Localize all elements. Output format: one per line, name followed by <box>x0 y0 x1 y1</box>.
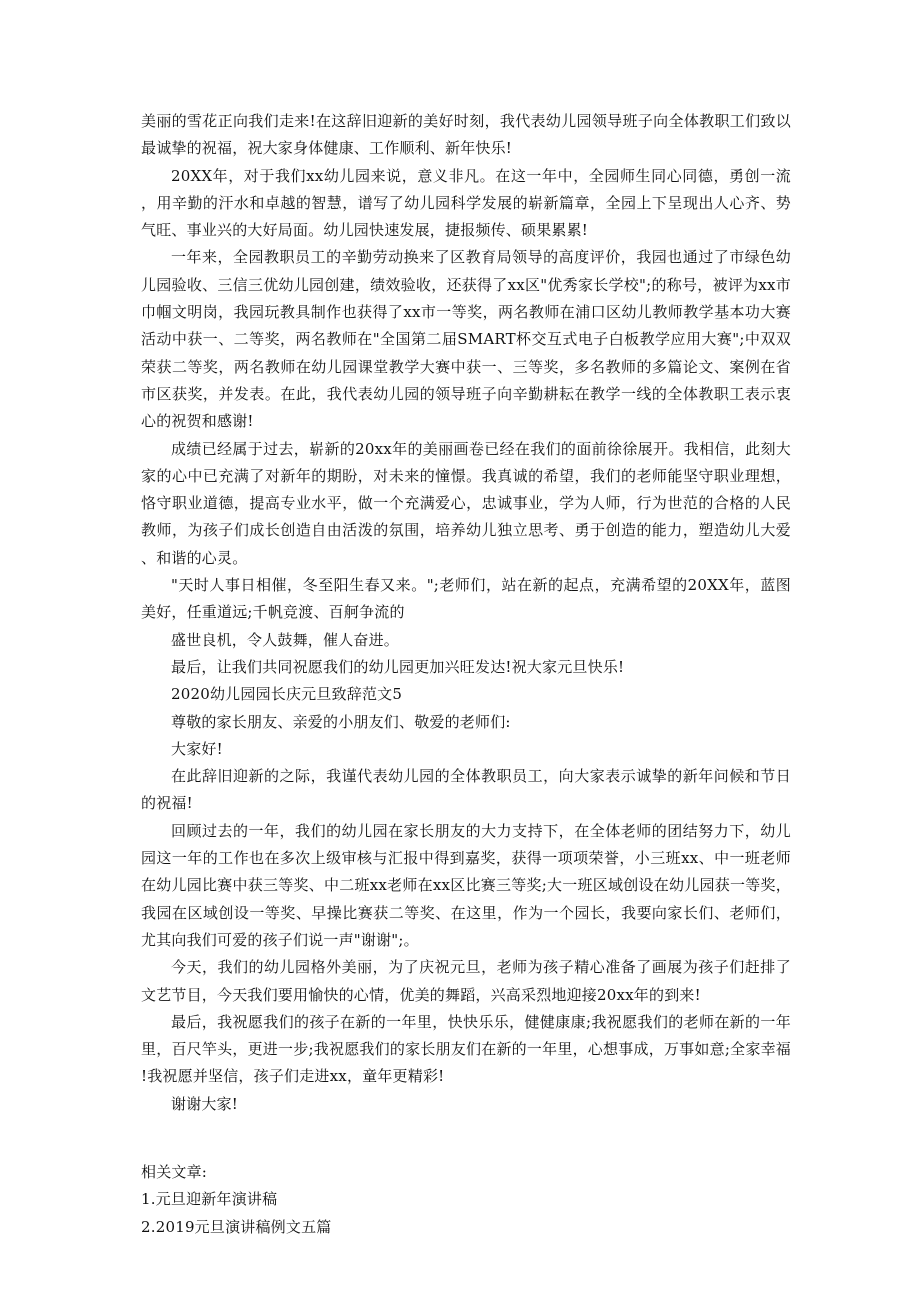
paragraph: 20XX年，对于我们xx幼儿园来说，意义非凡。在这一年中，全园师生同心同德，勇创一流，用辛勤的汗水和卓越的智慧，谱写了幼儿园科学发展的崭新篇章，全园上下呈现出人心齐、势气旺、事业兴的大好局面。幼儿园快速发展，捷报频传、硕果累累! <box>141 166 791 240</box>
document-page <box>141 108 791 1241</box>
section-title: 2020幼儿园园长庆元旦致辞范文5 <box>171 685 403 704</box>
paragraph: 最后，让我们共同祝愿我们的幼儿园更加兴旺发达!祝大家元旦快乐! <box>171 657 625 676</box>
paragraph: 在此辞旧迎新的之际，我谨代表幼儿园的全体教职员工，向大家表示诚挚的新年问候和节日的祝福! <box>141 767 791 813</box>
paragraph: 一年来，全园教职员工的辛勤劳动换来了区教育局领导的高度评价，我园也通过了市绿色幼儿园验收、三信三优幼儿园创建，绩效验收，还获得了xx区"优秀家长学校";的称号，被评为xx市巾帼文明岗，我园玩教具制作也获得了xx市一等奖，两名教师在浦口区幼儿教师教学基本功大赛活动中获一、二等奖，两名教师在"全国第二届SMART杯交互式电子白板教学应用大赛";中双双荣获二等奖，两名教师在幼儿园课堂教学大赛中获一、三等奖，多名教师的多篇论文、案例在省市区获奖，并发表。在此，我代表幼儿园的领导班子向辛勤耕耘在教学一线的全体教职工表示衷心的祝贺和感谢! <box>141 248 791 431</box>
paragraph: 美丽的雪花正向我们走来!在这辞旧迎新的美好时刻，我代表幼儿园领导班子向全体教职工们致以最诚挚的祝福，祝大家身体健康、工作顺利、新年快乐! <box>141 112 791 158</box>
related-heading: 相关文章: <box>141 1162 208 1181</box>
spacer <box>141 1118 791 1145</box>
paragraph: 回顾过去的一年，我们的幼儿园在家长朋友的大力支持下，在全体老师的团结努力下，幼儿园这一年的工作也在多次上级审核与汇报中得到嘉奖，获得一项项荣誉，小三班xx、中一班老师在幼儿园比赛中获三等奖、中二班xx老师在xx区比赛三等奖;大一班区域创设在幼儿园获一等奖，我园在区域创设一等奖、早操比赛获二等奖、在这里，作为一个园长，我要向家长们、老师们，尤其向我们可爱的孩子们说一声"谢谢";。 <box>141 821 791 949</box>
related-link-2[interactable]: 2.2019元旦演讲稿例文五篇 <box>141 1217 332 1236</box>
related-link-1[interactable]: 1.元旦迎新年演讲稿 <box>141 1190 278 1209</box>
related-articles <box>141 1159 791 1241</box>
paragraph: "天时人事日相催，冬至阳生春又来。";老师们，站在新的起点，充满希望的20XX年，蓝图美好，任重道远;千帆竞渡、百舸争流的 <box>141 576 791 622</box>
paragraph: 盛世良机，令人鼓舞，催人奋进。 <box>171 630 400 649</box>
salutation: 尊敬的家长朋友、亲爱的小朋友们、敬爱的老师们: <box>171 712 511 731</box>
paragraph: 今天，我们的幼儿园格外美丽，为了庆祝元旦，老师为孩子精心准备了画展为孩子们赶排了文艺节目，今天我们要用愉快的心情，优美的舞蹈，兴高采烈地迎接20xx年的到来! <box>141 958 791 1004</box>
paragraph: 成绩已经属于过去，崭新的20xx年的美丽画卷已经在我们的面前徐徐展开。我相信，此刻大家的心中已充满了对新年的期盼，对未来的憧憬。我真诚的希望，我们的老师能坚守职业理想，恪守职业道德，提高专业水平，做一个充满爱心，忠诚事业，学为人师，行为世范的合格的人民教师，为孩子们成长创造自由活泼的氛围，培养幼儿独立思考、勇于创造的能力，塑造幼儿大爱、和谐的心灵。 <box>141 439 791 567</box>
closing: 谢谢大家! <box>171 1094 239 1113</box>
paragraph: 最后，我祝愿我们的孩子在新的一年里，快快乐乐，健健康康;我祝愿我们的老师在新的一年里，百尺竿头，更进一步;我祝愿我们的家长朋友们在新的一年里，心想事成，万事如意;全家幸福!我祝愿并坚信，孩子们走进xx，童年更精彩! <box>141 1012 791 1086</box>
greeting: 大家好! <box>171 739 223 758</box>
